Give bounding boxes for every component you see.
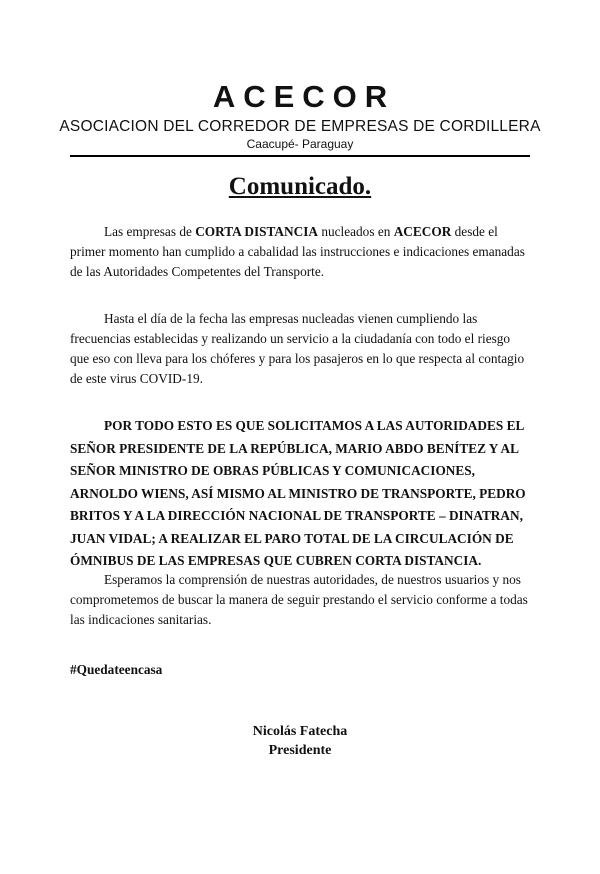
signer-name: Nicolás Fatecha (252, 724, 348, 739)
paragraph-3-request: POR TODO ESTO ES QUE SOLICITAMOS A LAS AUTORIDADES EL SEÑOR PRESIDENTE DE LA REPÚBLICA, MARIO ABDO BENÍTEZ Y AL SEÑOR MINISTRO DE OBRAS PÚBLICAS Y COMUNICACIONES, ARNOLDO WIENS, ASÍ MISMO AL MINISTRO DE TRANSPORTE, PEDRO BRITOS Y A LA DIRECCIÓN NACIONAL DE TRANSPORTE – DINATRAN, JUAN VIDAL; A REALIZAR EL PARO TOTAL DE LA CIRCULACIÓN DE ÓMNIBUS DE LAS EMPRESAS QUE CUBREN CORTA DISTANCIA. (70, 418, 526, 568)
paragraph-4: Esperamos la comprensión de nuestras autoridades, de nuestros usuarios y nos comprometemos de buscar la manera de seguir prestando el servicio conforme a todas las indicaciones sanitarias. (70, 572, 528, 627)
signature-block (200, 722, 400, 760)
letterhead (0, 80, 600, 152)
paragraph-1-text-c: desde el primer momento han cumplido a cabalidad las instrucciones e indicaciones emanadas de las Autoridades Competentes del Transporte. (70, 224, 525, 279)
paragraph-1 (70, 222, 532, 282)
paragraph-1-text-b: nucleados en (318, 224, 394, 239)
paragraph-1-bold-a: CORTA DISTANCIA (195, 224, 318, 239)
signer-role: Presidente (268, 743, 332, 758)
organization-acronym: ACECOR (212, 79, 396, 114)
paragraph-1-bold-b: ACECOR (393, 224, 452, 239)
document-title: Comunicado. (228, 173, 372, 200)
header-divider (70, 155, 530, 157)
organization-full-name: ASOCIACION DEL CORREDOR DE EMPRESAS DE CORDILLERA (59, 118, 541, 135)
paragraph-2: Hasta el día de la fecha las empresas nucleadas vienen cumpliendo las frecuencias establecidas y realizando un servicio a la ciudadanía con todo el riesgo que eso con lleva para los chóferes y para los pasajeros en lo que respecta al contagio de este virus COVID-19. (70, 311, 525, 386)
paragraph-1-text-a: Las empresas de (104, 224, 196, 239)
hashtag: #Quedateencasa (70, 662, 163, 677)
organization-location: Caacupé- Paraguay (246, 137, 354, 151)
